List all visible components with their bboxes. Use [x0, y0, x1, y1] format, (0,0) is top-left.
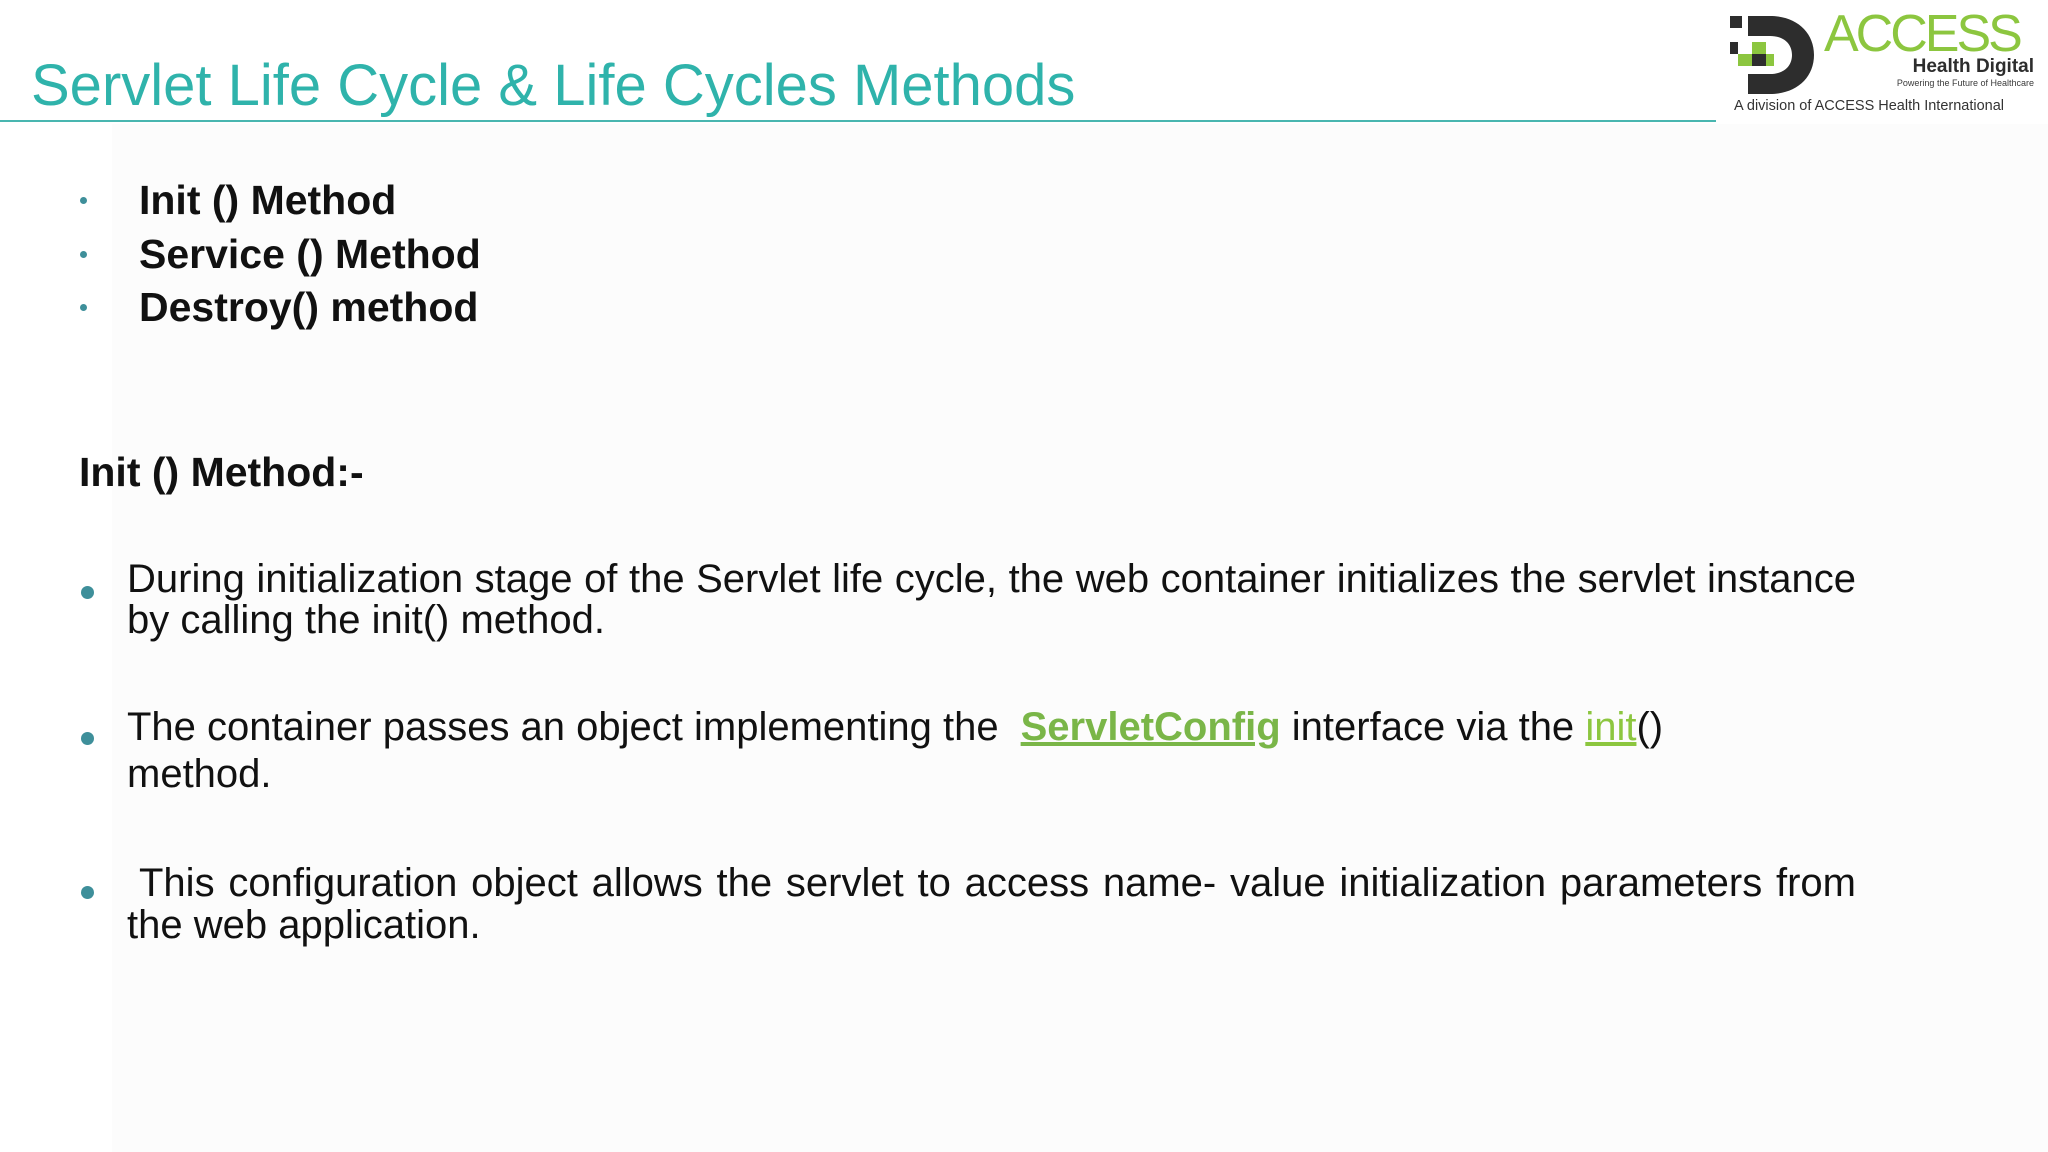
bullet-icon [81, 586, 94, 599]
paragraph-text-middle: interface via the [1291, 705, 1575, 749]
paragraph-text-parens: () [1636, 705, 1664, 749]
paragraph-text [127, 704, 1856, 798]
company-logo [1716, 0, 2048, 124]
logo-wordmark: ACCESS [1824, 5, 2020, 63]
paragraph-text-before: The container passes an object implementing the [127, 705, 999, 749]
logo-subtitle: Health Digital [1912, 56, 2034, 77]
bullet-icon [80, 304, 87, 311]
bullet-icon [80, 251, 87, 258]
method-label: Init () Method [139, 177, 397, 223]
access-d-logo-icon [1730, 12, 1816, 96]
servletconfig-link[interactable]: ServletConfig [1020, 705, 1281, 749]
title-divider [0, 120, 1716, 122]
method-label: Destroy() method [139, 284, 479, 330]
paragraph-text: During initialization stage of the Servlet life cycle, the web container initializes the servlet instance by calling the init() method. [127, 557, 1856, 642]
paragraph-text-end: method. [127, 752, 272, 796]
method-label: Service () Method [139, 230, 481, 277]
logo-tagline: Powering the Future of Healthcare [1896, 78, 2034, 88]
bullet-icon [81, 732, 94, 745]
bullet-icon [80, 197, 87, 204]
logo-division-text: A division of ACCESS Health International [1734, 98, 2005, 114]
paragraph-text-body: This configuration object allows the servlet to access name- value initialization parameters from the web application. [127, 861, 1856, 947]
paragraph-text [127, 862, 1856, 946]
init-link[interactable]: init [1585, 705, 1637, 749]
bullet-icon [81, 886, 94, 899]
section-heading: Init () Method:- [79, 449, 364, 495]
slide-title: Servlet Life Cycle & Life Cycles Methods [31, 53, 1076, 118]
